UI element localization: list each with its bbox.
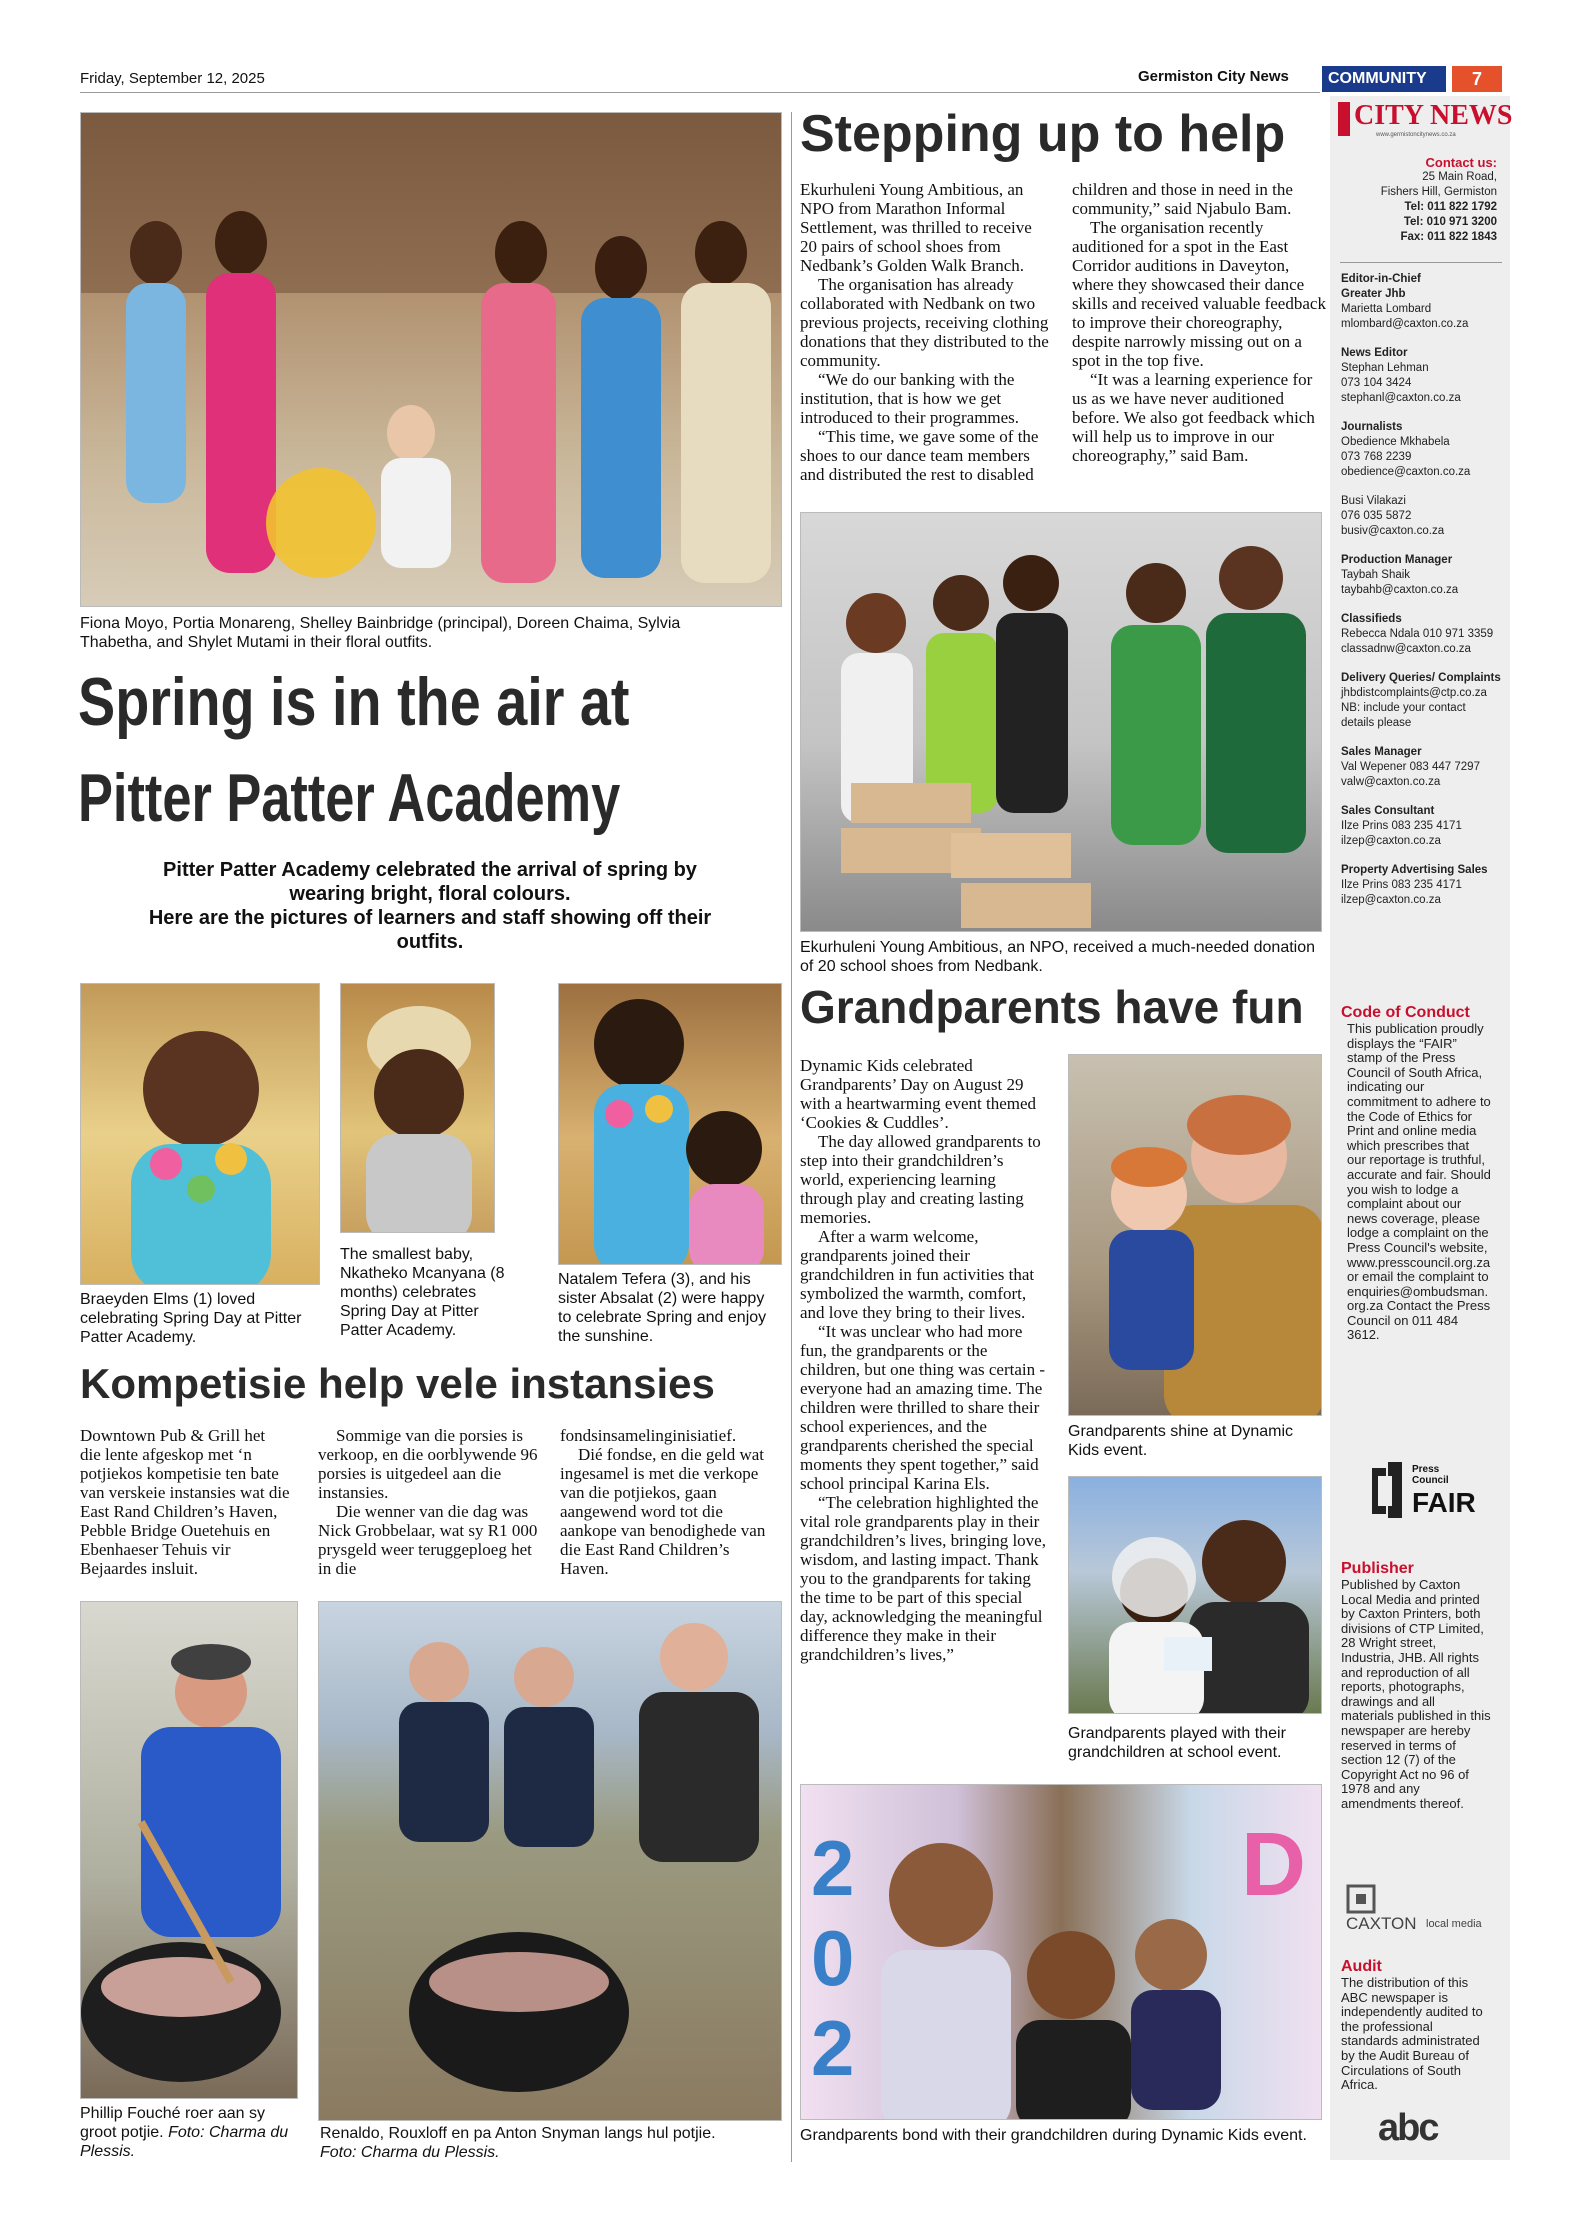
grandmother-shine-caption: Grandparents shine at Dynamic Kids event. <box>1068 1423 1293 1459</box>
stepping-headline: Stepping up to help <box>800 105 1286 163</box>
stepping-col2-p1: children and those in need in the community,” said Njabulo Bam. <box>1072 180 1293 218</box>
sidebar-content <box>1341 155 1497 245</box>
contact-heading: Contact us: <box>1425 155 1497 170</box>
staff-journalist-2-line2: 076 035 5872 <box>1341 510 1412 522</box>
staff-sales-manager-title: Sales Manager <box>1341 746 1422 758</box>
phillip-figure <box>81 1602 298 2099</box>
press-council-label: Press Council <box>1412 1464 1449 1486</box>
staff-delivery <box>1341 671 1501 731</box>
contact-tel2: Tel: 010 971 3200 <box>1403 216 1497 228</box>
staff-property-sales-line2: ilzep@caxton.co.za <box>1341 894 1441 906</box>
staff-journalists-line2: 073 768 2239 <box>1341 451 1412 463</box>
staff-journalists-line1: Obedience Mkhabela <box>1341 436 1450 448</box>
kompetisie-col3 <box>560 1426 782 1578</box>
audit-text: The distribution of this ABC newspaper is independently audited to the professional standards administrated by the Audit Bureau of Circulations of South Africa. <box>1341 1975 1483 2093</box>
masthead-red-tab <box>1338 102 1350 136</box>
contact-address-1: 25 Main Road, <box>1422 171 1497 183</box>
masthead-logo <box>1338 100 1513 140</box>
staff-production-title: Production Manager <box>1341 554 1453 566</box>
staff-delivery-line2: NB: include your contact <box>1341 702 1466 714</box>
spring-intro-line3: Here are the pictures of learners and staff showing off their <box>148 907 712 929</box>
nedbank-figures <box>801 513 1322 932</box>
contact-fax: Fax: 011 822 1843 <box>1400 231 1497 243</box>
braeyden-photo <box>80 983 320 1285</box>
publisher-heading: Publisher <box>1341 1560 1414 1577</box>
staff-journalists <box>1341 420 1501 480</box>
code-of-conduct-text: This publication proudly displays the “FAIR” stamp of the Press Council of South Africa, indicating our commitment to adhere to the Code of Ethics for Print and online media which prescribes that our reportage is truthful, accurate and fair. Should you wish to lodge a complaint about our news coverage, please lodge a complaint on the Press Council's website, www.presscouncil.org.za or email the complaint to enquiries@ombudsman.org.za Contact the Press Council on 011 484 3612. <box>1347 1021 1491 1343</box>
staff-journalist-2-line3: busiv@caxton.co.za <box>1341 525 1445 537</box>
staff-journalists-line3: obedience@caxton.co.za <box>1341 466 1471 478</box>
grandparents-p2: The day allowed grandparents to step into their grandchildren’s world, experiencing learning through play and creating lasting memories. <box>800 1132 1041 1227</box>
photo-year-digit-2b: 2 <box>811 2004 855 2092</box>
photo-year-digit-0: 0 <box>811 1914 855 2002</box>
phillip-caption <box>80 2104 300 2161</box>
staff-sales-manager-line1: Val Wepener 083 447 7297 <box>1341 761 1480 773</box>
nedbank-donation-photo <box>800 512 1322 932</box>
natalem-absalat-figures <box>559 984 782 1265</box>
staff-photo-figures <box>81 113 782 607</box>
grandparents-p3: After a warm welcome, grandparents joined their grandchildren in fun activities that symbolized the warmth, comfort, and love they bring to their lives. <box>800 1227 1035 1322</box>
code-of-conduct-heading: Code of Conduct <box>1341 1004 1470 1021</box>
grandmother-play-caption: Grandparents played with their grandchildren at school event. <box>1068 1725 1286 1761</box>
page-number: 7 <box>1452 66 1502 92</box>
staff-floral-photo <box>80 112 782 607</box>
staff-property-sales-title: Property Advertising Sales <box>1341 864 1488 876</box>
staff-sales-manager <box>1341 745 1501 790</box>
sidebar-rule <box>1340 262 1502 263</box>
staff-news-editor-title: News Editor <box>1341 347 1408 359</box>
staff-editor-title: Editor-in-Chief <box>1341 273 1421 285</box>
snyman-figures <box>319 1602 782 2121</box>
snyman-caption <box>320 2124 784 2162</box>
phillip-caption-text: Phillip Fouché roer aan sy groot potjie. <box>80 2105 265 2141</box>
grandparents-p5: “The celebration highlighted the vital role grandparents play in their grandchildren’s lives, bringing love, wisdom, and lasting impact. Thank you to the grandparents for taking the time to be part of this special day, acknowledging the meaningful difference they make in their grandchildren’s lives,” <box>800 1493 1046 1664</box>
contact-address-2: Fishers Hill, Germiston <box>1380 186 1497 198</box>
grandparents-body <box>800 1056 1050 1664</box>
masthead-logo-text: CITY NEWS <box>1354 100 1513 131</box>
staff-sales-consultant-line1: Ilze Prins 083 235 4171 <box>1341 820 1462 832</box>
staff-production-line2: taybahb@caxton.co.za <box>1341 584 1459 596</box>
nkatheko-caption: The smallest baby, Nkatheko Mcanyana (8 months) celebrates Spring Day at Pitter Patter Academy. <box>340 1246 505 1339</box>
kompetisie-col2 <box>318 1426 538 1578</box>
staff-property-sales <box>1341 863 1501 908</box>
staff-editor-line1: Greater Jhb <box>1341 288 1406 300</box>
photo-year-digit-2a: 2 <box>811 1824 855 1912</box>
kompetisie-col3-p1: fondsinsamelinginisiatief. <box>560 1426 737 1445</box>
snyman-photo <box>318 1601 782 2121</box>
staff-sales-manager-line2: valw@caxton.co.za <box>1341 776 1441 788</box>
staff-list <box>1341 272 1501 922</box>
masthead-url: www.germistoncitynews.co.za <box>1376 132 1456 138</box>
staff-classifieds <box>1341 612 1501 657</box>
kompetisie-col1-text: Downtown Pub & Grill het die lente afgeskop met ‘n potjiekos kompetisie ten bate van verskeie instansies wat die East Rand Children’s Haven, Pebble Bridge Ouetehuis en Ebenhaeser Tehuis vir Bejaardes insluit. <box>80 1426 290 1578</box>
natalem-absalat-photo <box>558 983 782 1265</box>
grandmother-play-figures <box>1069 1477 1322 1714</box>
main-photo-caption: Fiona Moyo, Portia Monareng, Shelley Bainbridge (principal), Doreen Chaima, Sylvia Thabetha, and Shylet Mutami in their floral outfits. <box>80 615 681 651</box>
staff-news-editor-line2: 073 104 3424 <box>1341 377 1412 389</box>
grandmother-play-photo <box>1068 1476 1322 1714</box>
stepping-col2-p3: “It was a learning experience for us as we have never auditioned before. We also got feedback which will help us to improve in our choreography,” said Bam. <box>1072 370 1315 465</box>
braeyden-caption: Braeyden Elms (1) loved celebrating Spring Day at Pitter Patter Academy. <box>80 1291 302 1346</box>
nedbank-caption: Ekurhuleni Young Ambitious, an NPO, received a much-needed donation of 20 school shoes from Nedbank. <box>800 939 1316 975</box>
abc-logo: abc <box>1378 2107 1438 2149</box>
staff-journalists-title: Journalists <box>1341 421 1403 433</box>
braeyden-figure <box>81 984 320 1285</box>
publisher-block <box>1341 1560 1501 1812</box>
grandparents-bond-figures <box>801 1785 1322 2120</box>
staff-editor-line3: mlombard@caxton.co.za <box>1341 318 1469 330</box>
grandparents-headline: Grandparents have fun <box>800 981 1304 1033</box>
staff-production <box>1341 553 1501 598</box>
snyman-caption-credit: Foto: Charma du Plessis. <box>320 2144 500 2161</box>
caxton-logo <box>1346 1884 1506 1934</box>
publisher-text: Published by Caxton Local Media and printed by Caxton Printers, both divisions of CTP Limited, 28 Wright street, Industria, JHB. All rights and reproduction of all reports, photographs, drawings and all materials published in this newspaper are hereby reserved in terms of section 12 (7) of the Copyright Act no 96 of 1978 and any amendments thereof. <box>1341 1577 1491 1811</box>
phillip-caption-credit: Foto: Charma du Plessis. <box>80 2124 289 2160</box>
staff-classifieds-title: Classifieds <box>1341 613 1402 625</box>
caxton-logo-sub: local media <box>1426 1918 1482 1930</box>
section-badge <box>1322 66 1446 92</box>
staff-journalist-2 <box>1341 494 1501 539</box>
stepping-col1-p1: Ekurhuleni Young Ambitious, an NPO from Marathon Informal Settlement, was thrilled to receive 20 pairs of school shoes from Nedbank’s Golden Walk Branch. <box>800 180 1032 275</box>
grandparents-bond-caption: Grandparents bond with their grandchildren during Dynamic Kids event. <box>800 2127 1307 2144</box>
audit-block <box>1341 1958 1501 2093</box>
section-label: COMMUNITY <box>1328 70 1427 87</box>
kompetisie-col2-p1: Sommige van die porsies is verkoop, en die oorblywende 96 porsies is uitgedeel aan die instansies. <box>318 1426 538 1502</box>
phillip-photo <box>80 1601 298 2099</box>
staff-editor-line2: Marietta Lombard <box>1341 303 1432 315</box>
header-rule <box>80 92 1320 93</box>
grandmother-shine-figures <box>1069 1055 1322 1416</box>
column-divider <box>791 112 792 2162</box>
grandmother-shine-photo <box>1068 1054 1322 1416</box>
spring-intro-line4: outfits. <box>396 931 464 953</box>
staff-sales-consultant-line2: ilzep@caxton.co.za <box>1341 835 1441 847</box>
grandparents-p1: Dynamic Kids celebrated Grandparents’ Day on August 29 with a heartwarming event themed ‘Cookies & Cuddles’. <box>800 1056 1037 1132</box>
stepping-col2 <box>1072 180 1326 465</box>
staff-production-line1: Taybah Shaik <box>1341 569 1411 581</box>
page-date: Friday, September 12, 2025 <box>80 70 265 87</box>
spring-intro-line2: wearing bright, floral colours. <box>289 883 571 905</box>
staff-sales-consultant <box>1341 804 1501 849</box>
stepping-col1-p2: The organisation has already collaborated with Nedbank on two previous projects, receiving clothing donations that they distributed to the community. <box>800 275 1049 370</box>
natalem-caption: Natalem Tefera (3), and his sister Absalat (2) were happy to celebrate Spring and enjoy the sunshine. <box>558 1271 767 1345</box>
kompetisie-col2-p2: Die wenner van die dag was Nick Grobbelaar, wat sy R1 000 prysgeld weer teruggeploeg het in die <box>318 1502 538 1578</box>
staff-news-editor-line1: Stephan Lehman <box>1341 362 1429 374</box>
spring-headline-line2: Pitter Patter Academy <box>78 760 621 836</box>
press-council-mark-icon <box>1368 1458 1408 1522</box>
code-of-conduct <box>1341 1004 1501 1343</box>
staff-journalist-2-line1: Busi Vilakazi <box>1341 495 1406 507</box>
photo-day-letter: D <box>1241 1815 1306 1915</box>
staff-property-sales-line1: Ilze Prins 083 235 4171 <box>1341 879 1462 891</box>
press-council-fair-logo <box>1368 1458 1478 1522</box>
staff-classifieds-line2: classadnw@caxton.co.za <box>1341 643 1471 655</box>
paper-name: Germiston City News <box>1138 68 1289 85</box>
staff-delivery-title: Delivery Queries/ Complaints <box>1341 672 1501 684</box>
staff-classifieds-line1: Rebecca Ndala 010 971 3359 <box>1341 628 1494 640</box>
caxton-logo-text: CAXTON <box>1346 1914 1417 1933</box>
stepping-col1 <box>800 180 1050 484</box>
staff-delivery-line3: details please <box>1341 717 1412 729</box>
kompetisie-col1 <box>80 1426 290 1578</box>
fair-label: FAIR <box>1412 1487 1476 1518</box>
grandparents-p4: “It was unclear who had more fun, the grandparents or the children, but one thing was certain - everyone had an amazing time. The children were thrilled to share their school experiences, and the grandparents cherished the special moments they spent together,” said school principal Karina Els. <box>800 1322 1046 1493</box>
grandparents-bond-photo <box>800 1784 1322 2120</box>
spring-intro <box>80 858 780 954</box>
staff-news-editor <box>1341 346 1501 406</box>
staff-news-editor-line3: stephanl@caxton.co.za <box>1341 392 1461 404</box>
contact-tel1: Tel: 011 822 1792 <box>1404 201 1497 213</box>
spring-intro-line1: Pitter Patter Academy celebrated the arrival of spring by <box>163 859 697 881</box>
spring-headline-line1: Spring is in the air at <box>78 664 630 740</box>
staff-sales-consultant-title: Sales Consultant <box>1341 805 1435 817</box>
nkatheko-figure <box>341 984 495 1233</box>
kompetisie-headline: Kompetisie help vele instansies <box>80 1360 715 1407</box>
stepping-col2-p2: The organisation recently auditioned for a spot in the East Corridor auditions in Daveyton, where they showcased their dance skills and received valuable feedback to improve their choreography, despite narrowly missing out on a spot in the top five. <box>1072 218 1326 370</box>
nkatheko-photo <box>340 983 495 1233</box>
stepping-col1-p3: “We do our banking with the institution, that is how we get introduced to their programmes. <box>800 370 1020 427</box>
snyman-caption-text: Renaldo, Rouxloff en pa Anton Snyman langs hul potjie. <box>320 2125 716 2142</box>
staff-delivery-line1: jhbdistcomplaints@ctp.co.za <box>1341 687 1487 699</box>
caxton-mark-icon <box>1346 1884 1376 1914</box>
staff-editor <box>1341 272 1501 332</box>
stepping-col1-p4: “This time, we gave some of the shoes to our dance team members and distributed the rest to disabled <box>800 427 1039 484</box>
audit-heading: Audit <box>1341 1958 1382 1975</box>
kompetisie-col3-p2: Dié fondse, en die geld wat ingesamel is met die verkope van die potjiekos, gaan aangewend word tot die aankope van benodighede van die East Rand Children’s Haven. <box>560 1445 766 1578</box>
